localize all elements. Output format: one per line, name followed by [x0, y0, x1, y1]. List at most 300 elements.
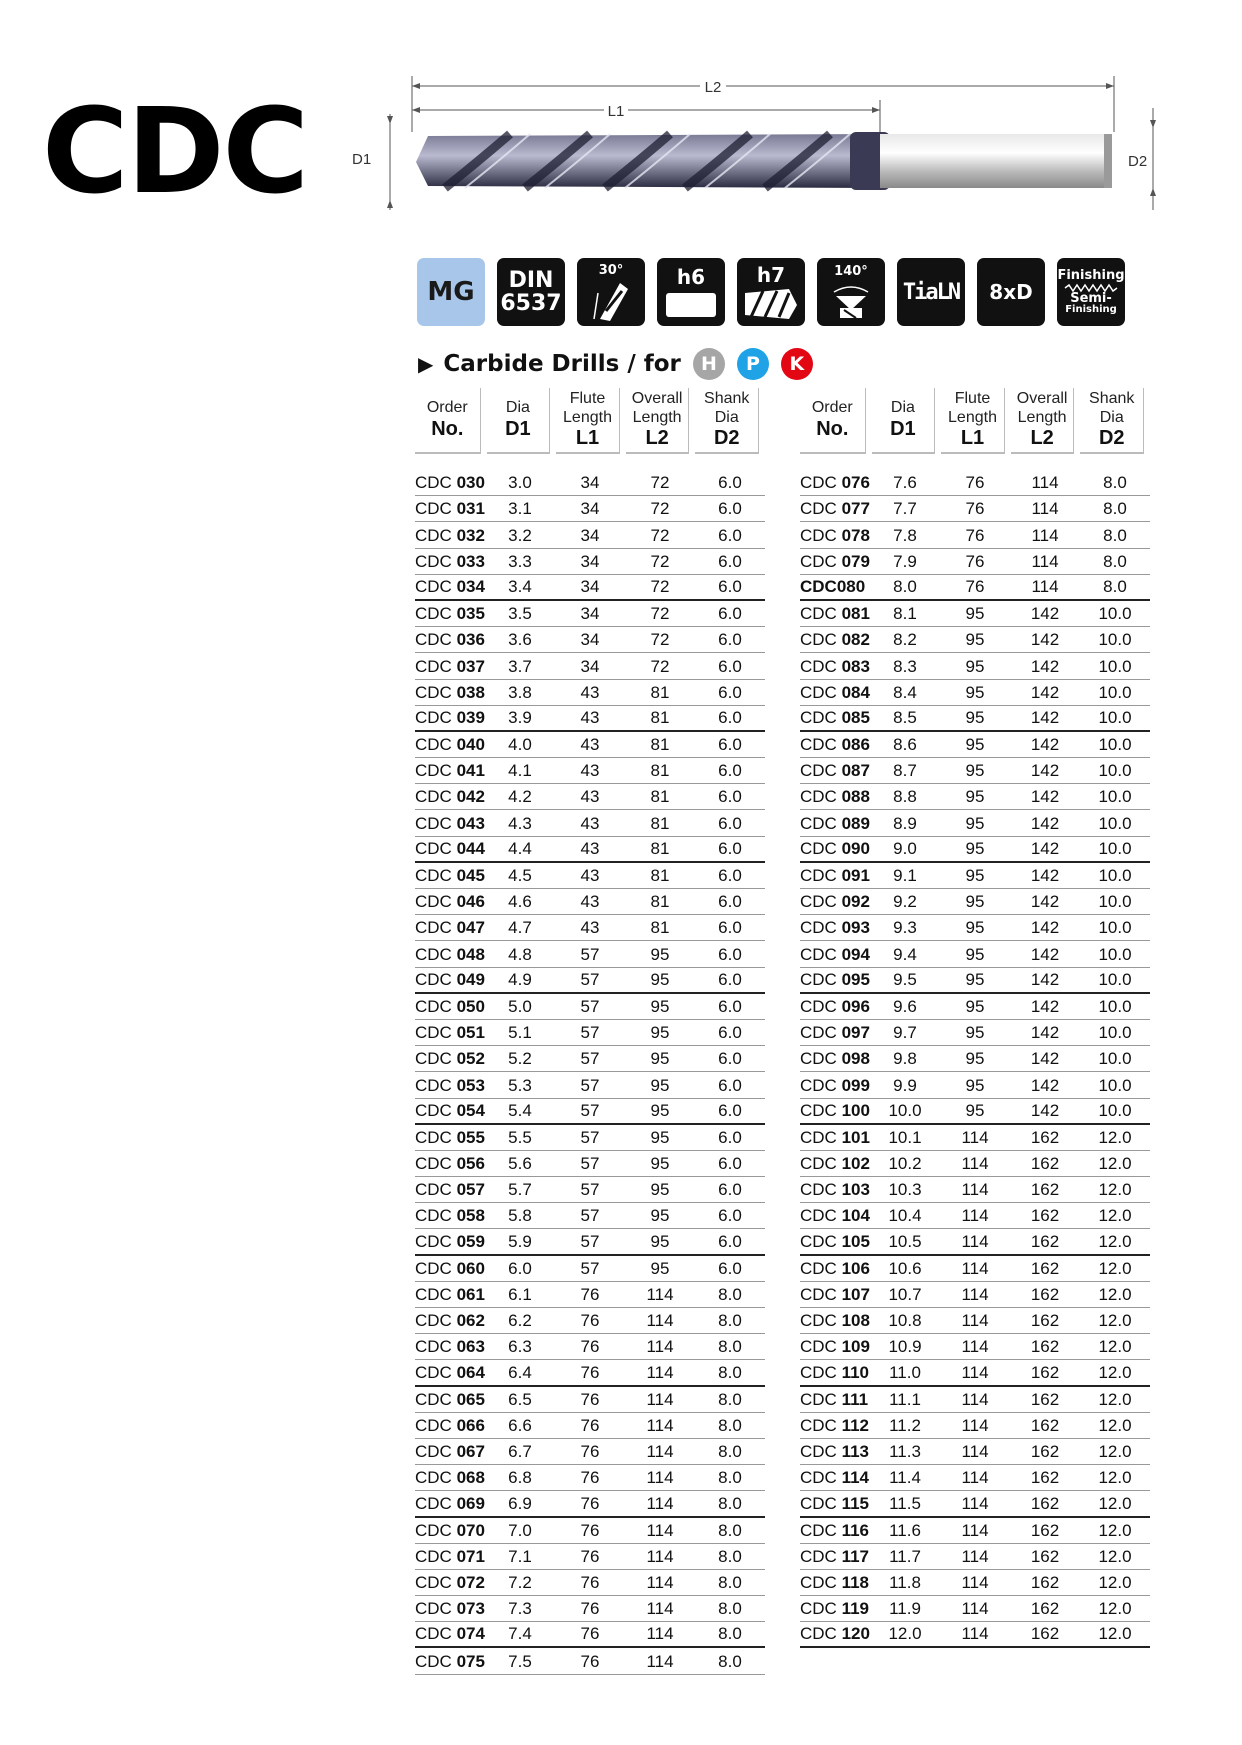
order-prefix: CDC — [800, 1154, 842, 1174]
header-shank-line2: Dia — [1099, 408, 1124, 426]
order-number — [415, 1259, 485, 1279]
order-code: 058 — [456, 1206, 485, 1226]
table-row — [800, 1622, 1150, 1648]
header-flute-line2: Length — [563, 408, 612, 426]
dia-d1: 3.1 — [508, 499, 532, 519]
shank-dia-d2: 12.0 — [1098, 1493, 1132, 1513]
order-code: 106 — [841, 1258, 870, 1278]
dia-d1: 5.1 — [508, 1023, 532, 1043]
order-code: 072 — [456, 1573, 485, 1593]
flute-length-l1: 114 — [961, 1311, 989, 1331]
overall-length-l2: 114 — [646, 1442, 674, 1462]
header-overall-line3: L2 — [645, 426, 669, 449]
dia-d1: 7.3 — [508, 1599, 532, 1619]
overall-length-l2: 142 — [1030, 1100, 1060, 1120]
shank-dia-d2: 12.0 — [1098, 1206, 1132, 1226]
header-order-line1: Order — [426, 399, 468, 417]
shank-dia-d2: 6.0 — [718, 1206, 742, 1226]
coating-icon — [897, 258, 965, 326]
dia-d1: 9.2 — [893, 892, 917, 912]
overall-length-l2: 114 — [1031, 499, 1059, 519]
shank-dia-d2: 8.0 — [718, 1573, 742, 1593]
overall-length-l2: 142 — [1030, 761, 1060, 781]
order-code: 062 — [456, 1311, 485, 1331]
order-prefix: CDC — [415, 1311, 457, 1331]
shank-dia-d2: 10.0 — [1098, 918, 1132, 938]
shank-dia-d2: 6.0 — [718, 1075, 742, 1095]
table-row — [800, 706, 1150, 732]
shank-dia-d2: 10.0 — [1098, 656, 1132, 676]
order-number — [415, 630, 485, 650]
order-number — [800, 1023, 870, 1043]
order-code: 066 — [456, 1415, 485, 1435]
order-number — [415, 1128, 485, 1148]
flute-length-l1: 95 — [965, 838, 985, 858]
order-prefix: CDC — [800, 866, 842, 885]
overall-length-l2: 81 — [650, 682, 670, 702]
order-number — [415, 1311, 485, 1331]
order-code: 104 — [841, 1206, 870, 1226]
order-number — [800, 1154, 870, 1174]
flute-length-l1: 114 — [961, 1546, 989, 1566]
order-code: 054 — [456, 1100, 485, 1120]
drill-table-right — [800, 388, 1150, 1648]
order-number — [800, 604, 870, 624]
shank-dia-d2: 6.0 — [718, 1023, 742, 1043]
order-code: 082 — [841, 630, 870, 650]
dia-d1: 11.4 — [889, 1468, 921, 1488]
order-number — [415, 997, 485, 1017]
flute-length-l1: 95 — [965, 1049, 985, 1069]
order-prefix: CDC — [415, 576, 457, 596]
shank-dia-d2: 8.0 — [718, 1493, 742, 1513]
shank-dia-d2: 10.0 — [1098, 892, 1132, 912]
dia-d1: 8.0 — [893, 576, 917, 596]
order-number — [800, 839, 870, 859]
order-prefix: CDC — [800, 996, 842, 1016]
shank-dia-d2: 6.0 — [718, 944, 742, 964]
flute-length-l1: 114 — [961, 1337, 989, 1357]
order-prefix: CDC — [415, 813, 457, 833]
shank-dia-d2: 10.0 — [1098, 1100, 1132, 1120]
shank-dia-d2: 8.0 — [718, 1285, 742, 1304]
dia-d1: 8.9 — [893, 813, 917, 833]
overall-length-l2: 142 — [1030, 656, 1060, 676]
flute-length-l1: 76 — [580, 1651, 600, 1671]
overall-length-l2: 95 — [650, 1127, 670, 1147]
dia-d1: 12.0 — [888, 1624, 922, 1644]
order-code: 043 — [456, 813, 485, 833]
dia-d1: 10.6 — [888, 1258, 922, 1278]
order-number — [800, 735, 870, 755]
table-row — [415, 1596, 765, 1622]
header-flute — [556, 388, 620, 454]
shank-dia-d2: 6.0 — [718, 1127, 742, 1147]
dia-d1: 4.5 — [508, 866, 532, 885]
flute-length-l1: 76 — [580, 1546, 600, 1566]
table-row — [800, 1046, 1150, 1072]
overall-length-l2: 162 — [1030, 1311, 1060, 1331]
order-prefix: CDC — [800, 918, 842, 938]
overall-length-l2: 162 — [1030, 1206, 1060, 1226]
order-code: 037 — [456, 656, 485, 676]
flute-length-l1: 34 — [580, 576, 600, 596]
flute-length-l1: 34 — [580, 525, 600, 545]
product-logo: CDC — [42, 82, 308, 220]
overall-length-l2: 162 — [1030, 1599, 1060, 1619]
dia-d1: 6.6 — [508, 1415, 532, 1435]
flute-length-l1: 114 — [961, 1285, 989, 1304]
dia-d1: 8.3 — [893, 656, 917, 676]
order-prefix: CDC — [800, 1311, 842, 1331]
flute-length-l1: 95 — [965, 969, 985, 989]
order-code: 065 — [456, 1389, 485, 1409]
order-code: 097 — [841, 1023, 870, 1043]
table-header — [800, 388, 1150, 456]
dia-d1: 3.6 — [508, 630, 532, 650]
overall-length-l2: 72 — [650, 630, 670, 650]
flute-length-l1: 76 — [965, 525, 985, 545]
overall-length-l2: 114 — [646, 1546, 674, 1566]
helix-angle-icon — [577, 258, 645, 326]
order-number — [415, 1494, 485, 1514]
overall-length-l2: 81 — [650, 918, 670, 938]
shank-dia-d2: 10.0 — [1098, 1023, 1132, 1043]
header-order — [800, 388, 866, 454]
table-row — [415, 1413, 765, 1439]
table-row — [415, 1282, 765, 1308]
order-code: CDC080 — [800, 576, 866, 596]
header-overall-line3: L2 — [1030, 426, 1054, 449]
table-row — [800, 837, 1150, 863]
table-row — [800, 653, 1150, 679]
order-prefix: CDC — [415, 630, 457, 650]
order-prefix: CDC — [800, 630, 842, 650]
order-code: 036 — [456, 630, 485, 650]
mg-label: MG — [427, 277, 475, 307]
shank-dia-d2: 8.0 — [718, 1468, 742, 1488]
overall-length-l2: 142 — [1030, 866, 1060, 885]
table-row — [800, 522, 1150, 548]
order-number — [415, 970, 485, 990]
table-row — [415, 837, 765, 863]
overall-length-l2: 114 — [1031, 551, 1059, 571]
order-number — [415, 657, 485, 677]
table-row — [800, 994, 1150, 1020]
header-order-line1: Order — [811, 399, 853, 417]
order-code: 064 — [456, 1362, 485, 1382]
flute-length-l1: 114 — [961, 1468, 989, 1488]
header-overall-line2: Length — [632, 408, 682, 426]
order-prefix: CDC — [800, 1258, 842, 1278]
order-number — [800, 761, 870, 781]
order-number — [415, 473, 485, 493]
finishing-icon — [1057, 258, 1125, 326]
dia-d1: 7.4 — [508, 1624, 532, 1644]
order-code: 031 — [456, 499, 485, 519]
point-angle-label: 140° — [834, 263, 868, 279]
header-overall — [1011, 388, 1075, 454]
order-prefix: CDC — [800, 656, 842, 676]
order-prefix: CDC — [415, 1493, 457, 1513]
shank-dia-d2: 6.0 — [718, 473, 742, 493]
table-row — [415, 1518, 765, 1544]
dia-d1: 9.7 — [893, 1023, 917, 1043]
shank-dia-d2: 6.0 — [718, 866, 742, 885]
overall-length-l2: 81 — [650, 787, 670, 807]
order-number — [800, 1180, 870, 1200]
flute-length-l1: 76 — [965, 499, 985, 519]
shank-dia-d2: 12.0 — [1098, 1285, 1132, 1304]
shank-dia-d2: 10.0 — [1098, 996, 1132, 1016]
order-number — [800, 1416, 870, 1436]
order-prefix: CDC — [800, 1049, 842, 1069]
shank-dia-d2: 8.0 — [1103, 525, 1127, 545]
flute-length-l1: 57 — [580, 944, 600, 964]
shank-dia-d2: 6.0 — [718, 969, 742, 989]
table-row — [415, 1099, 765, 1125]
overall-length-l2: 72 — [650, 656, 670, 676]
shank-dia-d2: 10.0 — [1098, 604, 1132, 624]
heading-text: Carbide Drills / for — [443, 351, 681, 377]
order-code: 057 — [456, 1180, 485, 1200]
shank-dia-d2: 10.0 — [1098, 735, 1132, 755]
flute-length-l1: 57 — [580, 1154, 600, 1174]
table-row — [415, 1360, 765, 1386]
dia-d1: 9.1 — [893, 866, 917, 885]
flute-length-l1: 76 — [965, 473, 985, 493]
header-shank-line1: Shank — [704, 390, 750, 408]
dia-d1: 11.2 — [889, 1415, 921, 1435]
order-number — [800, 997, 870, 1017]
flute-length-l1: 95 — [965, 866, 985, 885]
dia-d1: 6.8 — [508, 1468, 532, 1488]
order-code: 049 — [456, 969, 485, 989]
order-code: 087 — [841, 761, 870, 781]
dia-d1: 11.9 — [889, 1599, 921, 1619]
shank-dia-d2: 12.0 — [1098, 1154, 1132, 1174]
drill-table-left — [415, 388, 765, 1675]
order-number — [415, 604, 485, 624]
table-row — [800, 758, 1150, 784]
dia-d1: 10.2 — [888, 1154, 922, 1174]
order-prefix: CDC — [415, 1180, 457, 1200]
order-code: 113 — [841, 1442, 869, 1462]
flute-length-l1: 43 — [580, 813, 600, 833]
order-code: 114 — [841, 1468, 869, 1488]
order-code: 073 — [456, 1599, 485, 1619]
table-row — [800, 863, 1150, 889]
table-row — [800, 810, 1150, 836]
shank-dia-d2: 6.0 — [718, 656, 742, 676]
shank-dia-d2: 6.0 — [718, 525, 742, 545]
flute-length-l1: 95 — [965, 787, 985, 807]
flute-length-l1: 76 — [580, 1285, 600, 1304]
dia-d1: 6.9 — [508, 1493, 532, 1513]
table-row — [800, 915, 1150, 941]
order-prefix: CDC — [415, 604, 457, 624]
shank-dia-d2: 8.0 — [718, 1389, 742, 1409]
shank-dia-d2: 8.0 — [1103, 499, 1127, 519]
order-prefix: CDC — [415, 1520, 457, 1540]
order-prefix: CDC — [415, 1389, 457, 1409]
table-row — [800, 627, 1150, 653]
order-number — [415, 1206, 485, 1226]
order-code: 081 — [841, 604, 870, 624]
order-code: 038 — [456, 682, 485, 702]
order-prefix: CDC — [415, 551, 457, 571]
table-row — [800, 1125, 1150, 1151]
dia-d1: 11.7 — [889, 1546, 921, 1566]
order-prefix: CDC — [800, 944, 842, 964]
dia-d1: 4.7 — [508, 918, 532, 938]
table-row — [415, 1491, 765, 1517]
order-number — [415, 1547, 485, 1567]
flute-length-l1: 43 — [580, 787, 600, 807]
order-prefix: CDC — [415, 892, 457, 912]
order-prefix: CDC — [800, 551, 842, 571]
order-code: 045 — [456, 866, 485, 885]
dia-d1: 9.9 — [893, 1075, 917, 1095]
overall-length-l2: 114 — [646, 1362, 674, 1382]
order-prefix: CDC — [415, 735, 457, 755]
flute-length-l1: 76 — [580, 1362, 600, 1382]
flute-length-l1: 76 — [580, 1337, 600, 1357]
overall-length-l2: 162 — [1030, 1442, 1060, 1462]
overall-length-l2: 142 — [1030, 735, 1060, 755]
header-shank-line3: D2 — [1098, 426, 1125, 449]
shank-dia-d2: 6.0 — [718, 1258, 742, 1278]
dia-d1: 9.0 — [893, 838, 917, 858]
shank-dia-d2: 8.0 — [718, 1599, 742, 1619]
shank-dia-d2: 10.0 — [1098, 630, 1132, 650]
overall-length-l2: 114 — [646, 1468, 674, 1488]
table-row — [415, 601, 765, 627]
dia-d1: 5.8 — [508, 1206, 532, 1226]
header-shank-line1: Shank — [1089, 390, 1135, 408]
overall-length-l2: 72 — [650, 473, 670, 493]
flute-length-l1: 76 — [580, 1415, 600, 1435]
header-dia-line2: D1 — [505, 417, 531, 440]
dia-d1: 6.3 — [508, 1337, 532, 1357]
order-number — [415, 1468, 485, 1488]
overall-length-l2: 114 — [646, 1415, 674, 1435]
table-row — [415, 863, 765, 889]
order-prefix: CDC — [800, 682, 842, 702]
header-dia-line1: Dia — [505, 399, 530, 417]
header-order — [415, 388, 481, 454]
shank-dia-d2: 12.0 — [1098, 1311, 1132, 1331]
shank-dia-d2: 8.0 — [718, 1337, 742, 1357]
header-dia-line2: D1 — [890, 417, 916, 440]
order-code: 059 — [456, 1231, 485, 1251]
order-code: 041 — [456, 761, 485, 781]
shank-dia-d2: 6.0 — [718, 1180, 742, 1200]
order-code: 070 — [456, 1520, 485, 1540]
depth-ratio-label: 8xD — [989, 280, 1033, 304]
shank-dia-d2: 6.0 — [718, 1154, 742, 1174]
order-number — [415, 1337, 485, 1357]
flute-length-l1: 43 — [580, 735, 600, 755]
order-code: 089 — [841, 813, 870, 833]
order-number — [415, 577, 485, 597]
flute-length-l1: 43 — [580, 682, 600, 702]
dia-d1: 9.3 — [893, 918, 917, 938]
overall-length-l2: 142 — [1030, 996, 1060, 1016]
shank-dia-d2: 6.0 — [718, 735, 742, 755]
header-shank-line3: D2 — [713, 426, 740, 449]
header-flute-line2: Length — [948, 408, 997, 426]
shank-tolerance-icon — [657, 258, 725, 326]
flute-length-l1: 114 — [961, 1258, 989, 1278]
overall-length-l2: 81 — [650, 866, 670, 885]
shank-dia-d2: 10.0 — [1098, 707, 1132, 727]
shank-dia-d2: 12.0 — [1098, 1599, 1132, 1619]
dia-d1: 6.1 — [508, 1285, 532, 1304]
table-row — [415, 1308, 765, 1334]
dia-d1: 4.0 — [508, 735, 532, 755]
table-row — [800, 470, 1150, 496]
flute-length-l1: 57 — [580, 1100, 600, 1120]
flute-length-l1: 114 — [961, 1127, 989, 1147]
order-number — [800, 577, 870, 597]
overall-length-l2: 114 — [646, 1493, 674, 1513]
dia-d1: 5.2 — [508, 1049, 532, 1069]
order-number — [800, 1232, 870, 1252]
order-prefix: CDC — [800, 1075, 842, 1095]
order-prefix: CDC — [415, 1127, 457, 1147]
table-row — [415, 1229, 765, 1255]
order-prefix: CDC — [800, 1493, 842, 1513]
overall-length-l2: 95 — [650, 1231, 670, 1251]
l2-label: L2 — [704, 79, 722, 96]
overall-length-l2: 162 — [1030, 1468, 1060, 1488]
table-row — [415, 889, 765, 915]
order-prefix: CDC — [800, 1100, 842, 1120]
overall-length-l2: 162 — [1030, 1180, 1060, 1200]
overall-length-l2: 142 — [1030, 787, 1060, 807]
header-flute-line3: L1 — [960, 426, 985, 449]
dia-d1: 8.4 — [893, 682, 917, 702]
order-prefix: CDC — [415, 1651, 457, 1671]
helix-angle-label: 30° — [598, 262, 624, 278]
overall-length-l2: 95 — [650, 1258, 670, 1278]
flute-length-l1: 114 — [961, 1206, 989, 1226]
overall-length-l2: 162 — [1030, 1127, 1060, 1147]
flute-length-l1: 76 — [965, 551, 985, 571]
shank-dia-d2: 6.0 — [718, 707, 742, 727]
header-dia — [872, 388, 936, 454]
flute-length-l1: 114 — [961, 1493, 989, 1513]
order-code: 090 — [841, 838, 870, 858]
table-row — [800, 1518, 1150, 1544]
order-code: 085 — [841, 707, 870, 727]
overall-length-l2: 81 — [650, 838, 670, 858]
flute-length-l1: 34 — [580, 551, 600, 571]
order-code: 095 — [841, 969, 870, 989]
shank-dia-d2: 6.0 — [718, 996, 742, 1016]
order-number — [415, 1416, 485, 1436]
order-prefix: CDC — [800, 892, 842, 912]
order-number — [800, 1363, 870, 1383]
order-prefix: CDC — [415, 656, 457, 676]
order-prefix: CDC — [415, 787, 457, 807]
order-code: 099 — [841, 1075, 870, 1095]
order-number — [800, 499, 870, 519]
order-prefix: CDC — [800, 735, 842, 755]
flute-length-l1: 114 — [961, 1362, 989, 1382]
header-shank — [695, 388, 759, 454]
